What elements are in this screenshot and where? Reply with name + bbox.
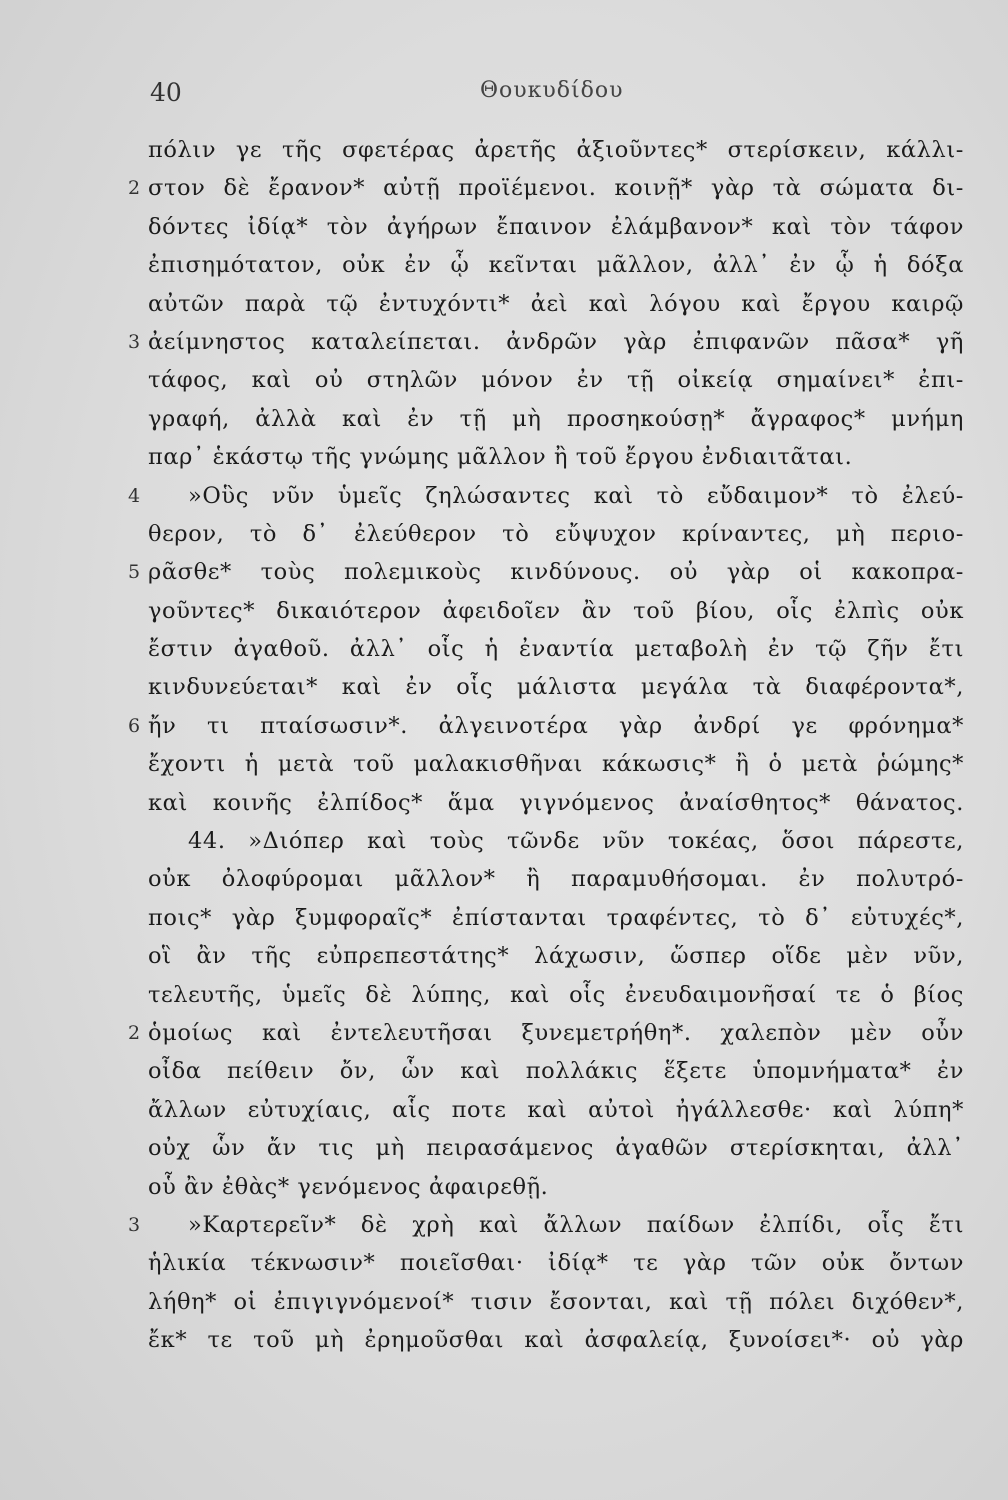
text-line xyxy=(110,1168,970,1206)
line-text: θερον, τὸ δ᾽ ἐλεύθερον τὸ εὔψυχον κρίναντες, μὴ περιο- xyxy=(148,520,964,547)
line-text: στον δὲ ἔρανον* αὐτῇ προϊέμενοι. κοινῇ* γὰρ τὰ σώματα δι- xyxy=(148,175,964,202)
section-number: 2 xyxy=(128,1021,141,1044)
text-line xyxy=(110,208,970,246)
line-text: ποις* γὰρ ξυμφοραῖς* ἐπίστανται τραφέντες, τὸ δ᾽ εὐτυχές*, xyxy=(148,904,964,931)
line-text: ἄλλων εὐτυχίαις, αἷς ποτε καὶ αὐτοὶ ἠγάλλεσθε· καὶ λύπη* xyxy=(148,1096,964,1123)
line-text: πόλιν γε τῆς σφετέρας ἀρετῆς ἀξιοῦντες* στερίσκειν, κάλλι- xyxy=(148,137,964,163)
text-line xyxy=(110,361,970,399)
text-line xyxy=(110,1052,970,1090)
text-line xyxy=(110,246,970,284)
line-text: ἔστιν ἀγαθοῦ. ἀλλ᾽ οἷς ἡ ἐναντία μεταβολὴ ἐν τῷ ζῆν ἔτι xyxy=(148,636,964,663)
line-text: »Οὓς νῦν ὑμεῖς ζηλώσαντες καὶ τὸ εὔδαιμον* τὸ ἐλεύ- xyxy=(188,482,964,509)
text-line xyxy=(110,860,970,898)
body-text xyxy=(110,131,970,1360)
section-number: 2 xyxy=(128,177,141,200)
running-title: Θουκυδίδου xyxy=(480,78,624,103)
text-line xyxy=(110,285,970,323)
section-number: 4 xyxy=(128,484,141,507)
line-text: ρᾶσθε* τοὺς πολεμικοὺς κινδύνους. οὐ γὰρ οἱ κακοπρα- xyxy=(148,559,964,586)
section-number: 3 xyxy=(128,1213,141,1236)
text-line xyxy=(110,323,970,361)
section-number: 5 xyxy=(128,561,141,584)
text-line xyxy=(110,1014,970,1052)
text-line xyxy=(110,400,970,438)
line-text: ἐπισημότατον, οὐκ ἐν ᾧ κεῖνται μᾶλλον, ἀλλ᾽ ἐν ᾧ ἡ δόξα xyxy=(148,252,964,279)
line-text: τάφος, καὶ οὐ στηλῶν μόνον ἐν τῇ οἰκείᾳ σημαίνει* ἐπι- xyxy=(148,367,964,394)
text-line xyxy=(110,1321,970,1359)
text-line xyxy=(110,745,970,783)
text-line xyxy=(110,668,970,706)
line-text: ὁμοίως καὶ ἐντελευτῆσαι ξυνεμετρήθη*. χαλεπὸν μὲν οὖν xyxy=(148,1019,964,1046)
text-line xyxy=(110,169,970,207)
line-text: κινδυνεύεται* καὶ ἐν οἷς μάλιστα μεγάλα τὰ διαφέροντα*, xyxy=(148,674,964,701)
line-text: οὐχ ὧν ἄν τις μὴ πειρασάμενος ἀγαθῶν στερίσκηται, ἀλλ᾽ xyxy=(148,1135,964,1162)
text-line xyxy=(110,1206,970,1244)
page-number: 40 xyxy=(150,78,182,107)
text-line xyxy=(110,937,970,975)
text-line xyxy=(110,438,970,476)
line-text: »Καρτερεῖν* δὲ χρὴ καὶ ἄλλων παίδων ἐλπίδι, οἷς ἔτι xyxy=(188,1211,964,1238)
line-text: αὐτῶν παρὰ τῷ ἐντυχόντι* ἀεὶ καὶ λόγου καὶ ἔργου καιρῷ xyxy=(148,290,964,317)
text-line xyxy=(110,477,970,515)
line-text: ἡλικία τέκνωσιν* ποιεῖσθαι· ἰδίᾳ* τε γὰρ τῶν οὐκ ὄντων xyxy=(148,1250,964,1277)
text-line xyxy=(110,976,970,1014)
line-text: οὐκ ὀλοφύρομαι μᾶλλον* ἢ παραμυθήσομαι. ἐν πολυτρό- xyxy=(148,866,964,893)
text-line xyxy=(110,553,970,591)
section-number: 3 xyxy=(128,330,141,353)
line-text: ἔχοντι ἡ μετὰ τοῦ μαλακισθῆναι κάκωσις* ἢ ὁ μετὰ ῥώμης* xyxy=(148,751,964,778)
line-text: ἤν τι πταίσωσιν*. ἀλγεινοτέρα γὰρ ἀνδρί γε φρόνημα* xyxy=(148,712,964,739)
line-text: καὶ κοινῆς ἐλπίδος* ἅμα γιγνόμενος ἀναίσθητος* θάνατος. xyxy=(148,789,964,816)
text-line xyxy=(110,1283,970,1321)
text-line xyxy=(110,630,970,668)
line-text: 44. »Διόπερ καὶ τοὺς τῶνδε νῦν τοκέας, ὅσοι πάρεστε, xyxy=(188,828,964,855)
text-line xyxy=(110,784,970,822)
line-text: ἔκ* τε τοῦ μὴ ἐρημοῦσθαι καὶ ἀσφαλείᾳ, ξυνοίσει*· οὐ γὰρ xyxy=(148,1327,964,1354)
line-text: γοῦντες* δικαιότερον ἀφειδοῖεν ἂν τοῦ βίου, οἷς ἐλπὶς οὐκ xyxy=(148,597,964,624)
line-text: ἀείμνηστος καταλείπεται. ἀνδρῶν γὰρ ἐπιφανῶν πᾶσα* γῆ xyxy=(148,328,964,355)
page-header xyxy=(150,78,962,118)
line-text: δόντες ἰδίᾳ* τὸν ἀγήρων ἔπαινον ἐλάμβανον* καὶ τὸν τάφον xyxy=(148,213,964,240)
line-text: οὗ ἂν ἐθὰς* γενόμενος ἀφαιρεθῇ. xyxy=(148,1173,549,1200)
line-text: παρ᾽ ἑκάστῳ τῆς γνώμης μᾶλλον ἢ τοῦ ἔργου ἐνδιαιτᾶται. xyxy=(148,444,853,471)
text-line xyxy=(110,822,970,860)
line-text: τελευτῆς, ὑμεῖς δὲ λύπης, καὶ οἷς ἐνευδαιμονῆσαί τε ὁ βίος xyxy=(148,981,964,1008)
line-text: λήθη* οἱ ἐπιγιγνόμενοί* τισιν ἔσονται, καὶ τῇ πόλει διχόθεν*, xyxy=(148,1288,964,1315)
text-line xyxy=(110,515,970,553)
text-line xyxy=(110,707,970,745)
line-text: οἳ ἂν τῆς εὐπρεπεστάτης* λάχωσιν, ὥσπερ οἵδε μὲν νῦν, xyxy=(148,943,964,970)
text-line xyxy=(110,899,970,937)
text-line xyxy=(110,1129,970,1167)
line-text: οἶδα πείθειν ὄν, ὧν καὶ πολλάκις ἕξετε ὑπομνήματα* ἐν xyxy=(148,1058,964,1085)
text-line xyxy=(110,1091,970,1129)
text-line xyxy=(110,592,970,630)
section-number: 6 xyxy=(128,714,141,737)
line-text: γραφή, ἀλλὰ καὶ ἐν τῇ μὴ προσηκούσῃ* ἄγραφος* μνήμη xyxy=(148,405,964,432)
text-line xyxy=(110,131,970,169)
text-line xyxy=(110,1244,970,1282)
